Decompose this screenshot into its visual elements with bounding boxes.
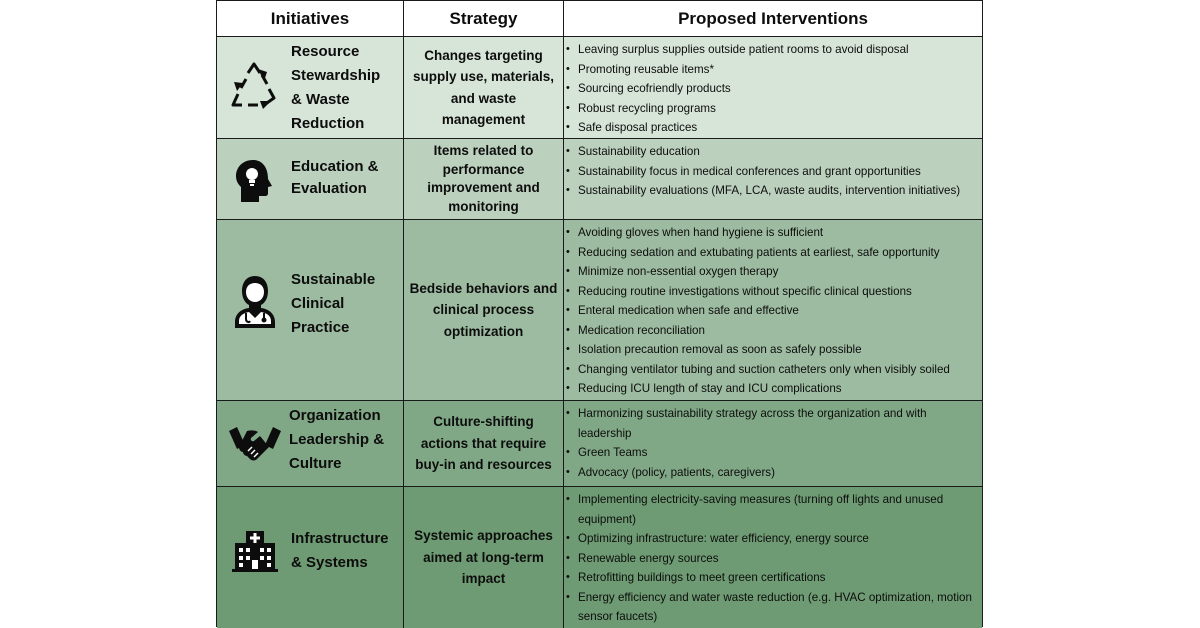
list-item: • Advocacy (policy, patients, caregivers) <box>578 463 976 483</box>
strategy-cell <box>404 487 564 628</box>
interventions-cell <box>564 220 982 400</box>
interventions-table <box>216 0 983 627</box>
table-row <box>217 139 982 220</box>
strategy-text: Bedside behaviors and clinical process optimization <box>409 280 558 339</box>
list-item: • Enteral medication when safe and effective <box>578 301 976 321</box>
header-proposed-interventions: Proposed Interventions <box>564 1 982 36</box>
strategy-text: Culture-shifting actions that require buy-in and resources <box>415 414 552 473</box>
handshake-icon <box>227 421 283 465</box>
list-item: • Retrofitting buildings to meet green certifications <box>578 568 976 588</box>
initiative-cell <box>217 220 404 400</box>
initiative-label: Education & Evaluation <box>291 158 379 197</box>
interventions-cell <box>564 37 982 138</box>
recycle-icon <box>229 61 279 111</box>
list-item: • Avoiding gloves when hand hygiene is sufficient <box>578 223 976 243</box>
header-strategy: Strategy <box>404 1 564 36</box>
head-lightbulb-icon <box>229 156 279 206</box>
interventions-cell <box>564 401 982 486</box>
list-item: • Medication reconciliation <box>578 321 976 341</box>
list-item: • Renewable energy sources <box>578 549 976 569</box>
list-item: • Sustainability evaluations (MFA, LCA, waste audits, intervention initiatives) <box>578 181 976 201</box>
list-item: • Optimizing infrastructure: water efficiency, energy source <box>578 529 976 549</box>
list-item: • Energy efficiency and water waste reduction (e.g. HVAC optimization, motion sensor faucets) <box>578 588 976 627</box>
list-item: • Robust recycling programs <box>578 99 976 119</box>
interventions-list <box>578 404 976 482</box>
initiative-label: Infrastructure & Systems <box>291 530 389 571</box>
table-row <box>217 487 982 628</box>
list-item: • Safe disposal practices <box>578 118 976 138</box>
initiative-cell <box>217 487 404 628</box>
list-item: • Changing ventilator tubing and suction catheters only when visibly soiled <box>578 360 976 380</box>
interventions-list <box>578 142 976 201</box>
initiative-label: Resource Stewardship & Waste Reduction <box>291 43 381 132</box>
strategy-text: Changes targeting supply use, materials, and waste management <box>412 47 555 127</box>
list-item: • Minimize non-essential oxygen therapy <box>578 262 976 282</box>
list-item: • Leaving surplus supplies outside patient rooms to avoid disposal <box>578 40 976 60</box>
table-row <box>217 220 982 401</box>
interventions-list <box>578 490 976 627</box>
list-item: • Sourcing ecofriendly products <box>578 79 976 99</box>
doctor-stethoscope-icon <box>229 274 281 330</box>
table-row <box>217 401 982 487</box>
interventions-list <box>578 223 976 399</box>
interventions-cell <box>564 487 982 628</box>
header-row <box>217 1 982 37</box>
initiative-label: Organization Leadership & Culture <box>289 407 385 472</box>
strategy-text: Systemic approaches aimed at long-term impact <box>414 528 553 587</box>
initiative-cell <box>217 37 404 138</box>
strategy-cell <box>404 37 564 138</box>
header-initiatives: Initiatives <box>217 1 404 36</box>
initiative-label: Sustainable Clinical Practice <box>291 271 376 336</box>
list-item: • Implementing electricity-saving measures (turning off lights and unused equipment) <box>578 490 976 529</box>
interventions-cell <box>564 139 982 219</box>
strategy-cell <box>404 401 564 486</box>
list-item: • Promoting reusable items* <box>578 60 976 80</box>
list-item: • Reducing routine investigations without specific clinical questions <box>578 282 976 302</box>
list-item: • Reducing ICU length of stay and ICU complications <box>578 379 976 399</box>
hospital-building-icon <box>231 527 279 573</box>
list-item: • Sustainability education <box>578 142 976 162</box>
initiative-cell <box>217 401 404 486</box>
list-item: • Sustainability focus in medical conferences and grant opportunities <box>578 162 976 182</box>
strategy-text: Items related to performance improvement and monitoring <box>427 143 540 214</box>
list-item: • Isolation precaution removal as soon as safely possible <box>578 340 976 360</box>
strategy-cell <box>404 220 564 400</box>
list-item: • Harmonizing sustainability strategy across the organization and with leadership <box>578 404 976 443</box>
table-row <box>217 37 982 139</box>
interventions-list <box>578 40 976 138</box>
strategy-cell <box>404 139 564 219</box>
list-item: • Green Teams <box>578 443 976 463</box>
list-item: • Reducing sedation and extubating patients at earliest, safe opportunity <box>578 243 976 263</box>
initiative-cell <box>217 139 404 219</box>
